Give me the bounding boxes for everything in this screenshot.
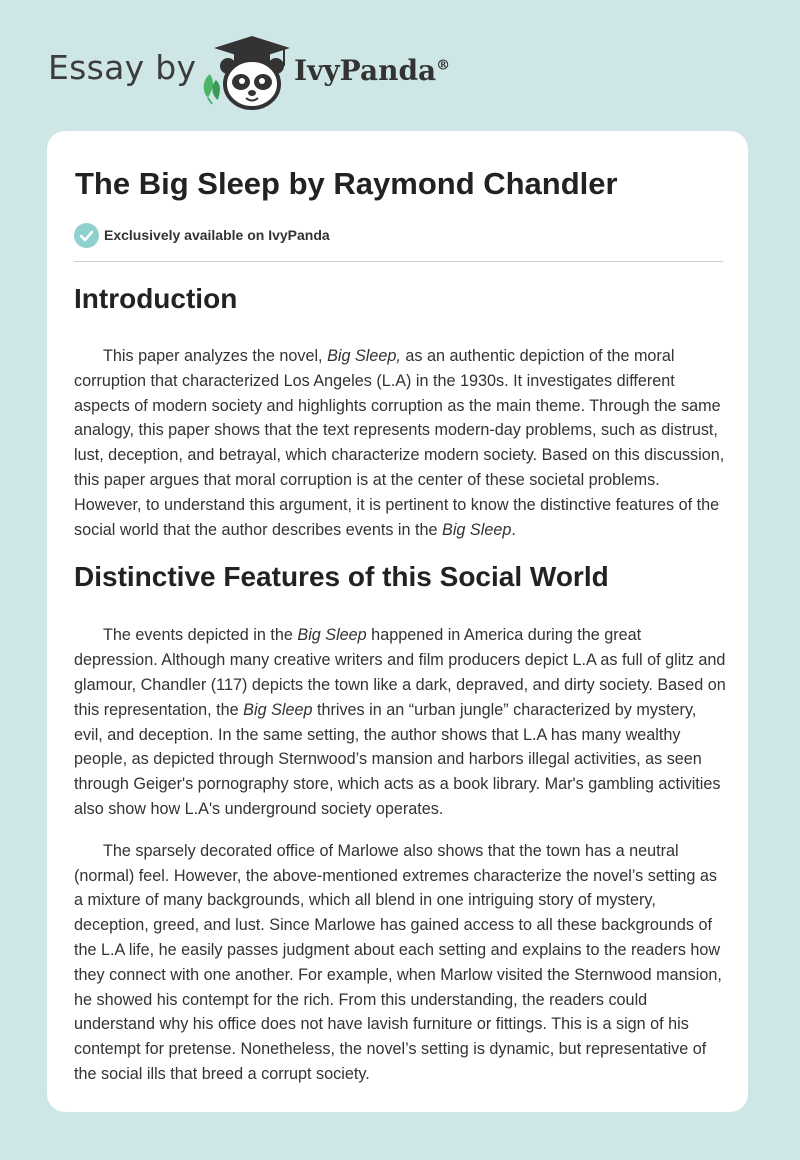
panda-logo-icon[interactable] [198, 30, 294, 112]
brand-label: IvyPanda [294, 54, 437, 87]
paragraph [74, 344, 726, 542]
exclusive-badge-text: Exclusively available on IvyPanda [104, 227, 330, 243]
section-heading-distinctive-features: Distinctive Features of this Social World [74, 561, 609, 593]
check-circle-icon [74, 223, 99, 248]
paragraph: The sparsely decorated office of Marlowe also shows that the town has a neutral (normal) feel. However, the above-mentioned extremes characterize the novel’s setting as a mixture of many backgrounds, which all blend in one intriguing story of mystery, deception, greed, and lust. Since Marlowe has gained access to all these backgrounds of the L.A life, he easily passes judgment about each setting and explains to the readers how they connect with one another. For example, when Marlow visited the Sternwood mansion, he showed his contempt for the rich. From this understanding, the readers could understand why his office does not have lavish furniture or fittings. This is a sign of his contempt for pretense. Nonetheless, the novel’s setting is dynamic, but representative of the social ills that breed a corrupt society. [74, 841, 722, 1083]
book-title: Big Sleep [243, 700, 313, 719]
divider [74, 261, 723, 262]
site-header [48, 30, 748, 120]
exclusive-badge [74, 222, 330, 248]
paragraph [74, 623, 726, 821]
book-title: Big Sleep [442, 520, 512, 539]
essay-card [47, 131, 748, 1112]
book-title: Big Sleep [297, 626, 367, 645]
paragraph-text: This paper analyzes the novel, [103, 347, 328, 365]
brand-name[interactable] [294, 54, 450, 87]
paragraph-text: happened in America during the great depression. Although many creative writers and film producers depict L.A as full of glitz and glamour, Chandler (117) depicts the town like a dark, depraved, and dirty society. Based on this representation, the [74, 626, 726, 719]
book-title: Big Sleep, [327, 347, 401, 365]
paragraph-text: as an authentic depiction of the moral corruption that characterized Los Angeles (L.A) in the 1930s. It investigates different aspects of modern society and highlights corruption as the main theme. Through the same analogy, this paper shows that the text represents modern-day problems, such as distrust, lust, deception, and betrayal, which characterize modern society. Based on this discussion, this paper argues that moral corruption is at the center of these societal problems. However, to understand this argument, it is pertinent to know the distinctive features of the social world that the author describes events in the [74, 347, 725, 539]
paragraph-text: The events depicted in the [103, 626, 298, 645]
page-title: The Big Sleep by Raymond Chandler [75, 166, 618, 201]
essay-by-label: Essay by [48, 48, 197, 87]
registered-mark: ® [436, 57, 451, 74]
section-heading-introduction: Introduction [74, 283, 238, 314]
essay-content [74, 279, 726, 1087]
paragraph-text: . [511, 520, 516, 539]
paragraph-text: thrives in an “urban jungle” characterized by mystery, evil, and deception. In the same setting, the author shows that L.A has many wealthy people, as depicted through Sternwood’s mansion and harbors illegal activities, as seen through Geiger's pornography store, which acts as a book library. Mar's gambling activities also show how L.A's underground society operates. [74, 700, 721, 818]
